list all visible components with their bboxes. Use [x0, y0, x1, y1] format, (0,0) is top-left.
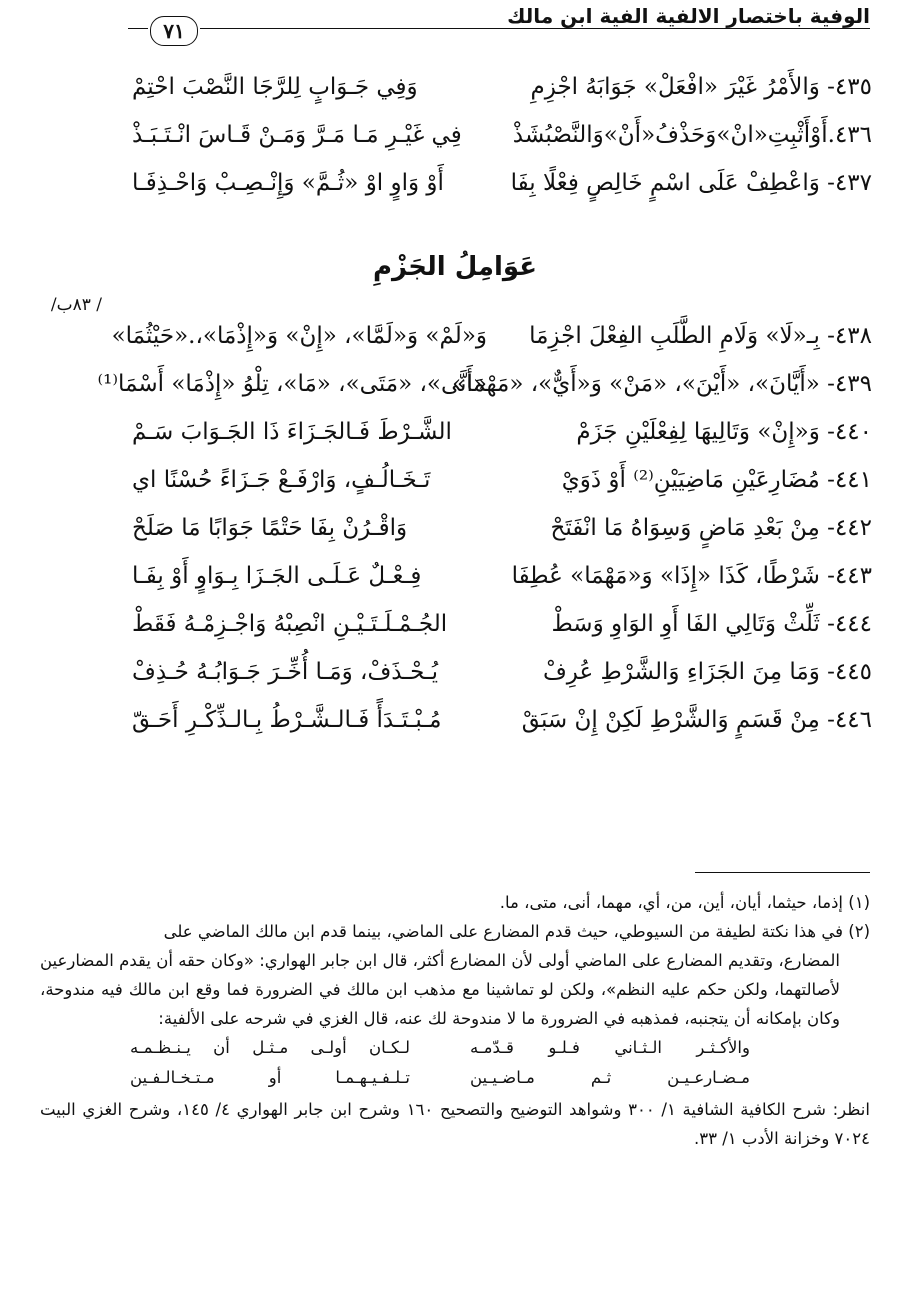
verse-first-hemistich: ٤٤٤- ثَلِّثْ وَتَالِي الفَا أَوِ الوَاوِ وَسَطْ [551, 611, 872, 637]
verse-line [97, 360, 872, 408]
verse-second-hemistich: تَـخَـالُـفٍ، وَارْفَـعْ جَـزَاءً حُسْنًا اي [132, 467, 431, 493]
poem-second-hemistich: لـكـان أولـى مـثـل أن يـنـظـمـه [130, 1038, 410, 1057]
verse-first-hemistich: ٤٣٥- وَالأَمْرُ غَيْرَ «افْعَلْ» جَوَابَهُ اجْزِمِ [530, 74, 872, 100]
verse-line [132, 552, 872, 600]
verse-second-hemistich: أَوْ وَاوٍ اوْ «ثُـمَّ» وَإِنْـصِـبْ وَاحْـذِفَـا [132, 170, 444, 196]
verse-second-hemistich: وَاقْـرُنْ بِفَا حَتْمًا جَوَابًا مَا صَلَحْ [132, 515, 408, 541]
footnote-2-body: المضارع، وتقديم المضارع على الماضي أولى لأن المضارع أكثر، قال ابن جابر الهواري: «وكان حقه أن يقدم المضارعين لأصالتهما، ولكن حكم عليه النظم»، ولكن لو تماشينا مع مذهب ابن مالك في الضرورة فما وقع ابن مالك فيه مندوحة، وكان بإمكانه أن يتجنبه، فمذهبه في الضرورة ما لا مندوحة لك عنه، قال الغزي في شرحه على الألفية: [40, 951, 840, 1028]
verse-line [132, 111, 872, 159]
header-rule [200, 28, 870, 29]
verse-second-hemistich: فِـعْـلٌ عَـلَـى الجَـزَا بِـوَاوٍ أَوْ بِفَـا [132, 563, 422, 589]
verse-first-hemistich: ٤٤٢- مِنْ بَعْدِ مَاضٍ وَسِوَاهُ مَا انْفَتَحْ [550, 515, 872, 541]
verse-line [132, 456, 872, 504]
margin-note: / ٨٣ب/ [50, 295, 102, 315]
verse-second-hemistich: الجُـمْـلَـتَـيْـنِ انْصِبْهُ وَاجْـزِمْـهُ فَقَطْ [132, 611, 448, 637]
verse-line [111, 312, 872, 360]
verse-second-hemistich: يُـحْـذَفْ، وَمَـا أُخِّـرَ جَـوَابُـهُ حُـذِفْ [132, 659, 439, 685]
verse-second-hemistich: «أَنَّى»، «مَتَى»، «مَا»، تِلْوُ «إِذْمَا» أَسْمَا⁽¹⁾ [97, 371, 487, 397]
verse-line [132, 504, 872, 552]
verse-line [132, 600, 872, 648]
footnote-poem-line [40, 1033, 840, 1063]
verse-second-hemistich: وَفِي جَـوَابٍ لِلرَّجَا النَّصْبَ احْتِمْ [132, 74, 418, 100]
section-heading: عَوَامِلُ الجَزْمِ [373, 252, 537, 282]
verse-second-hemistich: فِي غَيْـرِ مَـا مَـرَّ وَمَـنْ قَـاسَ انْـتَـبَـذْ [132, 122, 462, 148]
verse-first-hemistich: ٤٣٨- بِـ«لَا» وَلَامِ الطَّلَبِ الفِعْلَ اجْزِمَا [529, 323, 872, 349]
verse-second-hemistich: وَ«لَمْ» وَ«لَمَّا»، «إِنْ» وَ«إِذْمَا»،.«حَيْثُمَا» [111, 323, 487, 349]
page-number: ٧١ [150, 16, 198, 46]
header-rule-left [128, 28, 148, 29]
footnote-separator [695, 872, 870, 873]
verse-first-hemistich: ٤٤٣- شَرْطًا، كَذَا «إِذَا» وَ«مَهْمَا» عُطِفَا [511, 563, 872, 589]
poem-first-hemistich: والأكـثـر الـثـاني فـلـو قـدّمـه [470, 1038, 750, 1057]
verses-top [132, 63, 872, 207]
verse-first-hemistich: ٤٤٦- مِنْ قَسَمٍ وَالشَّرْطِ لَكِنْ إِنْ سَبَقْ [521, 707, 872, 733]
verse-line [132, 63, 872, 111]
verse-first-hemistich: ٤٣٦.أَوْأَثْبِتِ«انْ»وَحَذْفُ«أَنْ»وَالنَّصْبُشَذْ [512, 122, 872, 148]
poem-first-hemistich: مـضـارعـيـن ثـم مـاضـيـين [470, 1068, 750, 1087]
verse-line [132, 408, 872, 456]
book-title: الوفية باختصار الالفية الفية ابن مالك [507, 4, 870, 28]
verse-first-hemistich: ٤٤٠- وَ«إِنْ» وَتَالِيهَا لِفِعْلَيْنِ جَزَمْ [576, 419, 872, 445]
verse-first-hemistich: ٤٣٩- «أَيَّانَ»، «أَيْنَ»، «مَنْ» وَ«أَيٌّ»، «مَهْمَا» [452, 371, 872, 397]
footnotes [40, 888, 870, 1153]
verse-first-hemistich: ٤٤١- مُضَارِعَيْنِ مَاضِيَيْنِ⁽²⁾ أَوْ ذَوَيْ [561, 467, 872, 493]
verse-second-hemistich: الشَّـرْطَ فَـالجَـزَاءَ ذَا الجَـوَابَ سَـمْ [132, 419, 452, 445]
footnote-2-first-line: (٢) في هذا نكتة لطيفة من السيوطي، حيث قدم المضارع على الماضي، بينما قدم ابن مالك الماضي على [163, 922, 870, 941]
verse-second-hemistich: مُـبْـتَـدَأً فَـالـشَّـرْطُ بِـالـذِّكْـرِ أَحَـقّ [132, 707, 442, 733]
footnote-poem-line [40, 1063, 840, 1093]
verse-first-hemistich: ٤٣٧- وَاعْطِفْ عَلَى اسْمٍ خَالِصٍ فِعْلًا بِفَا [510, 170, 872, 196]
verse-line [132, 648, 872, 696]
verse-line [132, 696, 872, 744]
footnote-1: (١) إذما، حيثما، أيان، أين، من، أي، مهما، أنى، متى، ما. [499, 893, 870, 912]
poem-second-hemistich: تـلـفـيـهـمـا أو مـتـخـالـفـين [130, 1068, 410, 1087]
verses-bottom [97, 312, 872, 744]
page-header [0, 0, 910, 50]
verse-first-hemistich: ٤٤٥- وَمَا مِنَ الجَزَاءِ وَالشَّرْطِ عُرِفْ [542, 659, 872, 685]
footnote-references: انظر: شرح الكافية الشافية ١/ ٣٠٠ وشواهد التوضيح والتصحيح ١٦٠ وشرح ابن جابر الهواري ٤/ ١٤٥، وشرح الغزي البيت ٧٠٢٤ وخزانة الأدب ١/ ٣٣. [40, 1100, 870, 1148]
verse-line [132, 159, 872, 207]
